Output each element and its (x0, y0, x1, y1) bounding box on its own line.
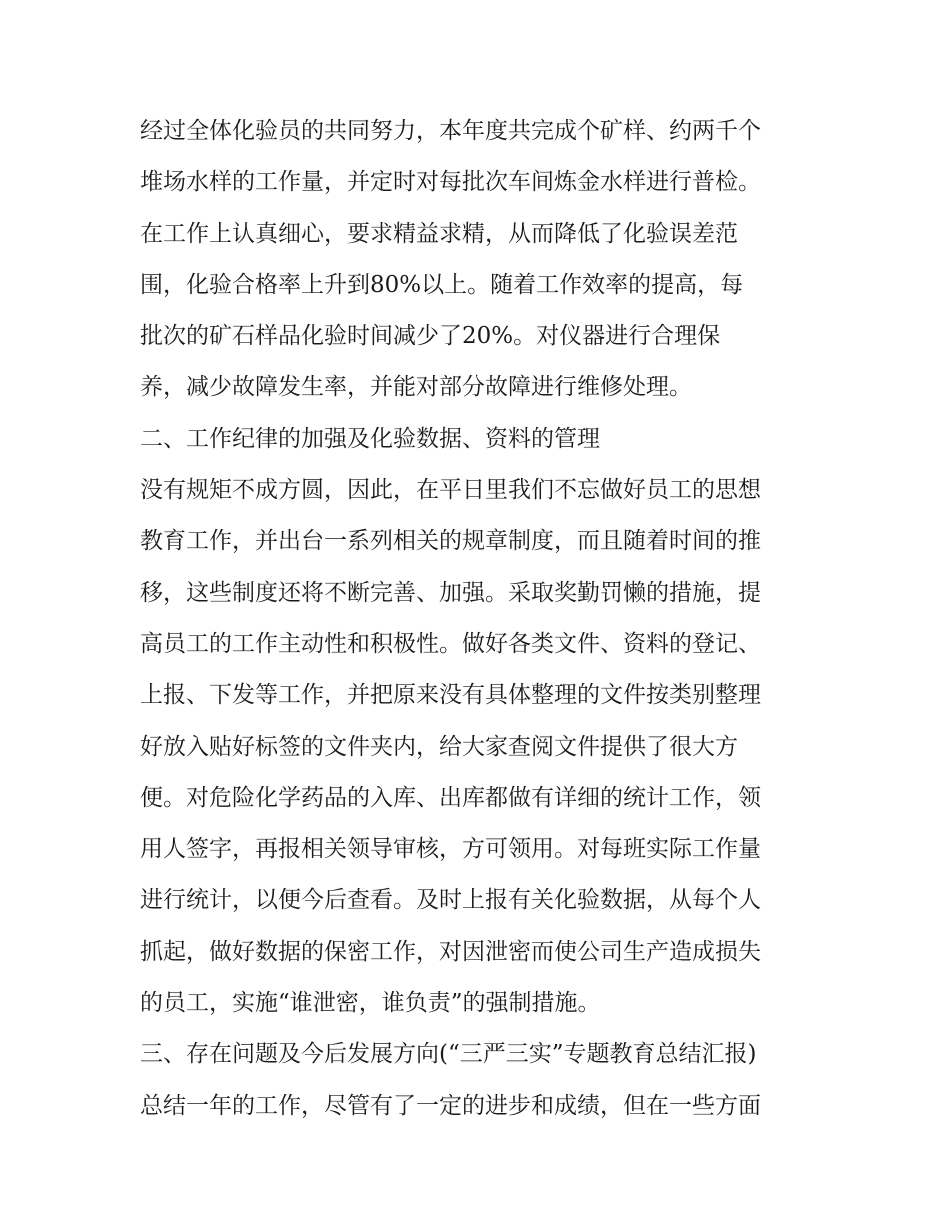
text-line: 的员工，实施“谁泄密，谁负责”的强制措施。 (140, 990, 601, 1017)
text-line: 进行统计，以便今后查看。及时上报有关化验数据，从每个人 (140, 887, 761, 914)
section-heading: 二、工作纪律的加强及化验数据、资料的管理 (140, 425, 600, 452)
text-line: 便。对危险化学药品的入库、出库都做有详细的统计工作，领 (140, 784, 761, 811)
text-line: 经过全体化验员的共同努力，本年度共完成个矿样、约两千个 (140, 118, 761, 144)
text-line: 堆场水样的工作量，并定时对每批次车间炼金水样进行普检。 (140, 169, 761, 196)
text-line: 高员工的工作主动性和积极性。做好各类文件、资料的登记、 (140, 630, 761, 657)
document-body (140, 106, 815, 1132)
text-line: 好放入贴好标签的文件夹内，给大家查阅文件提供了很大方 (140, 733, 738, 760)
text-line: 抓起，做好数据的保密工作，对因泄密而使公司生产造成损失 (140, 938, 761, 965)
text-line: 用人签字，再报相关领导审核，方可领用。对每班实际工作量 (140, 836, 761, 863)
text-line: 在工作上认真细心，要求精益求精，从而降低了化验误差范 (140, 220, 738, 247)
text-line: 围，化验合格率上升到80%以上。随着工作效率的提高，每 (140, 271, 744, 298)
text-line: 总结一年的工作，尽管有了一定的进步和成绩，但在一些方面 (140, 1092, 761, 1119)
section-heading: 三、存在问题及今后发展方向(“三严三实”专题教育总结汇报) (140, 1041, 757, 1068)
text-line: 移，这些制度还将不断完善、加强。采取奖勤罚懒的措施，提 (140, 579, 761, 606)
text-line: 没有规矩不成方圆，因此，在平日里我们不忘做好员工的思想 (140, 477, 761, 504)
text-line: 上报、下发等工作，并把原来没有具体整理的文件按类别整理 (140, 682, 761, 709)
text-line: 教育工作，并出台一系列相关的规章制度，而且随着时间的推 (140, 528, 761, 555)
text-line: 养，减少故障发生率，并能对部分故障进行维修处理。 (140, 374, 692, 401)
text-line: 批次的矿石样品化验时间减少了20%。对仪器进行合理保 (140, 323, 721, 350)
